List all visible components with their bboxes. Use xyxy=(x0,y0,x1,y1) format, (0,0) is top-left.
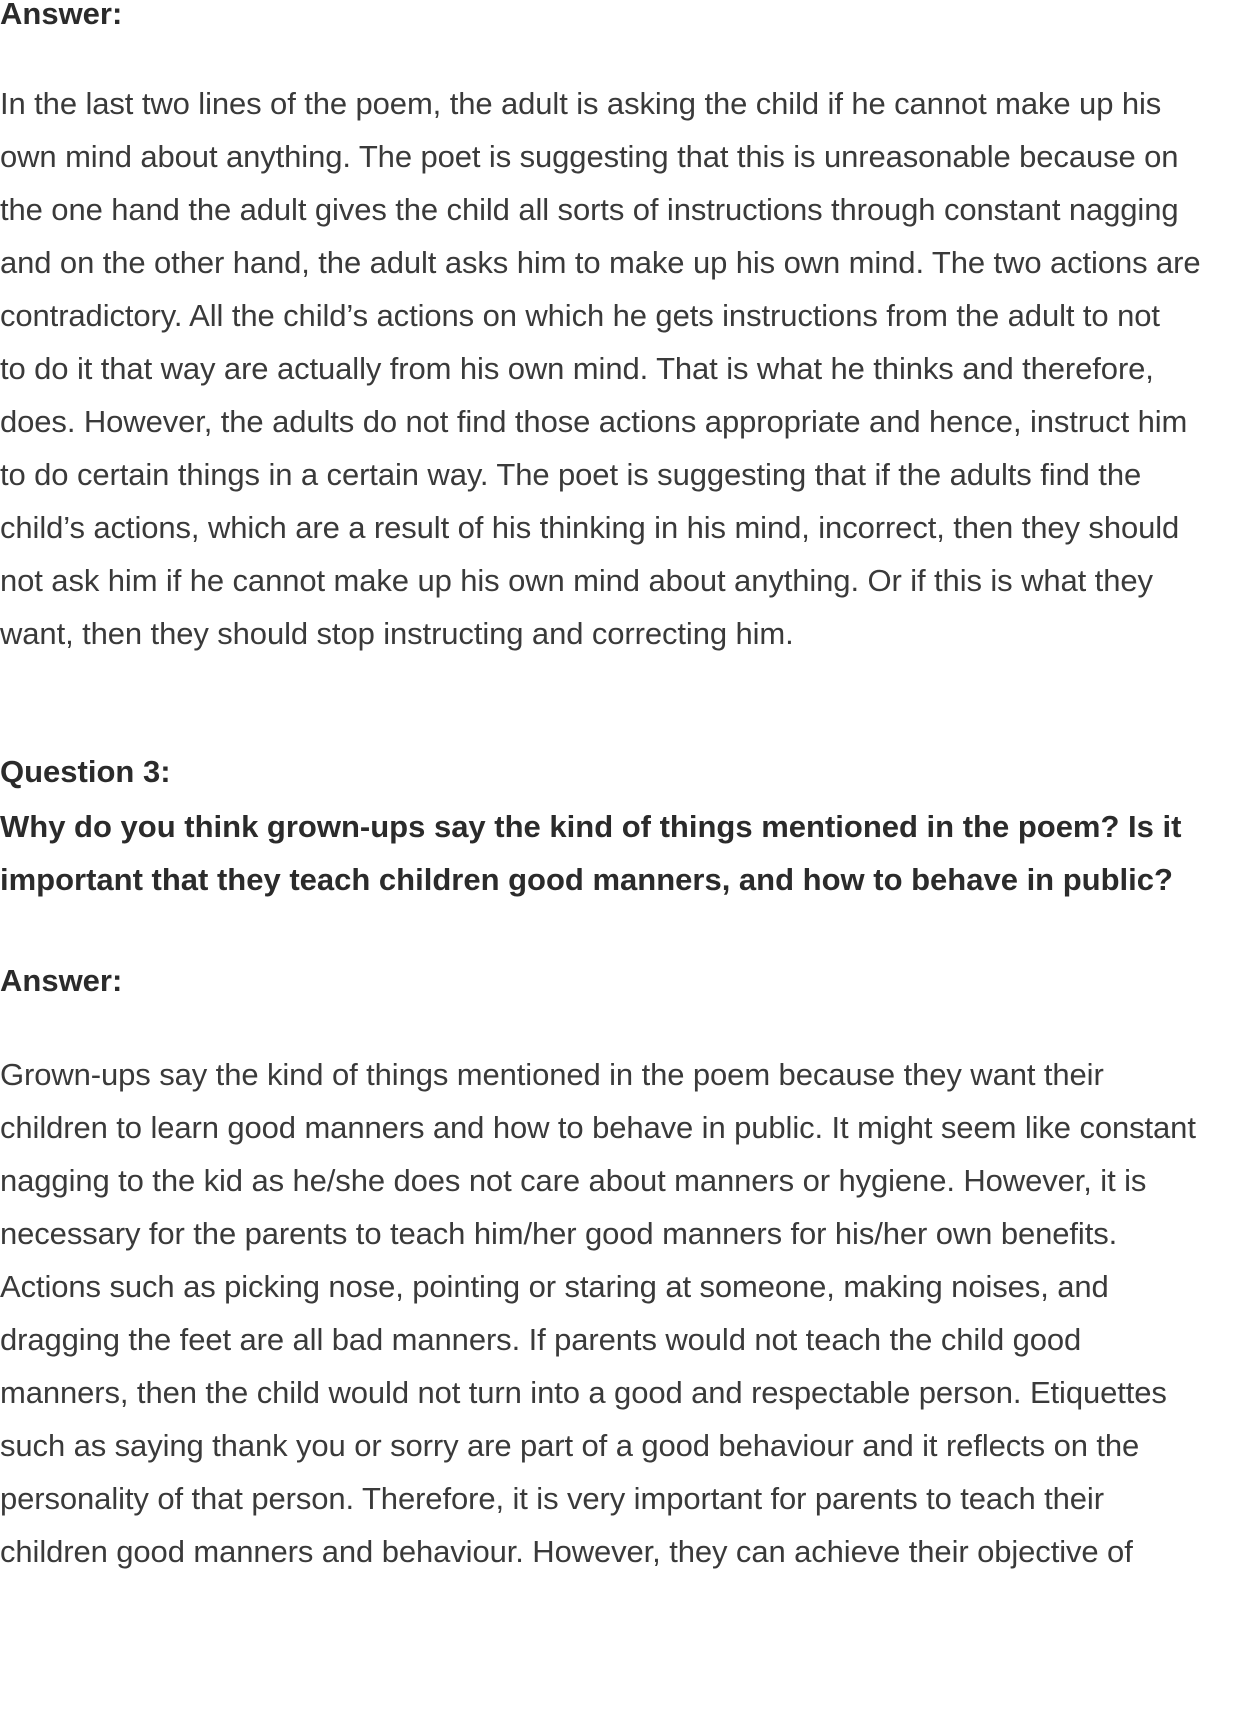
answer-1-line: and on the other hand, the adult asks him to make up his own mind. The two actions are xyxy=(0,245,1201,280)
answer-3-line: manners, then the child would not turn into a good and respectable person. Etiquettes xyxy=(0,1375,1167,1410)
answer-3-line: children good manners and behaviour. However, they can achieve their objective of xyxy=(0,1534,1133,1569)
question-3-line: Why do you think grown-ups say the kind of things mentioned in the poem? Is it xyxy=(0,809,1182,844)
question-3-line: important that they teach children good manners, and how to behave in public? xyxy=(0,862,1173,897)
answer-3-label: Answer: xyxy=(0,963,123,998)
answer-1-line: does. However, the adults do not find those actions appropriate and hence, instruct him xyxy=(0,404,1188,439)
answer-3-line: dragging the feet are all bad manners. If parents would not teach the child good xyxy=(0,1322,1082,1357)
answer-3-line: nagging to the kid as he/she does not care about manners or hygiene. However, it is xyxy=(0,1163,1147,1198)
answer-1-line: to do certain things in a certain way. The poet is suggesting that if the adults find the xyxy=(0,457,1142,492)
answer-1-line: not ask him if he cannot make up his own mind about anything. Or if this is what they xyxy=(0,563,1153,598)
answer-3-line: Grown-ups say the kind of things mentioned in the poem because they want their xyxy=(0,1057,1104,1092)
answer-3-line: Actions such as picking nose, pointing or staring at someone, making noises, and xyxy=(0,1269,1109,1304)
answer-1-line: the one hand the adult gives the child all sorts of instructions through constant nagging xyxy=(0,192,1179,227)
answer-3-line: such as saying thank you or sorry are part of a good behaviour and it reflects on the xyxy=(0,1428,1140,1463)
answer-1-line: to do it that way are actually from his own mind. That is what he thinks and therefore, xyxy=(0,351,1154,386)
question-3-label: Question 3: xyxy=(0,754,171,789)
answer-1-line: child’s actions, which are a result of his thinking in his mind, incorrect, then they should xyxy=(0,510,1180,545)
answer-1-line: contradictory. All the child’s actions on which he gets instructions from the adult to not xyxy=(0,298,1160,333)
answer-3-line: necessary for the parents to teach him/her good manners for his/her own benefits. xyxy=(0,1216,1118,1251)
answer-1-line: own mind about anything. The poet is suggesting that this is unreasonable because on xyxy=(0,139,1179,174)
answer-3-line: personality of that person. Therefore, it is very important for parents to teach their xyxy=(0,1481,1104,1516)
answer-3-line: children to learn good manners and how to behave in public. It might seem like constant xyxy=(0,1110,1196,1145)
answer-1-label: Answer: xyxy=(0,0,123,31)
answer-1-line: In the last two lines of the poem, the adult is asking the child if he cannot make up his xyxy=(0,86,1162,121)
answer-1-line: want, then they should stop instructing and correcting him. xyxy=(0,616,794,651)
